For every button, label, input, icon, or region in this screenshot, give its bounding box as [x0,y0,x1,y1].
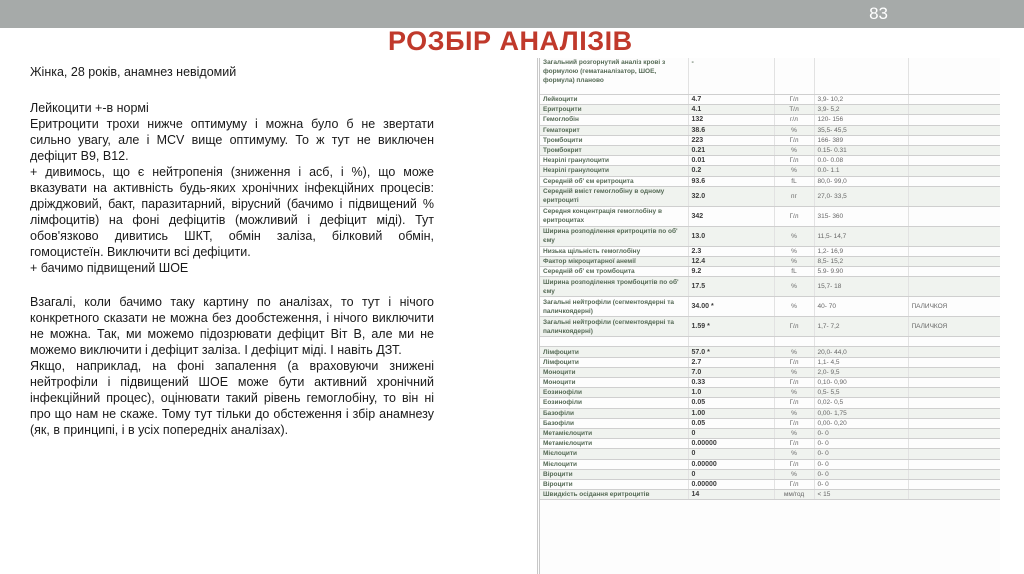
lab-test-value: 0.00000 [688,459,774,469]
lab-row [540,428,1000,438]
lab-test-name: Еозинофіли [540,398,688,408]
lab-test-reference: 1,7- 7,2 [814,317,908,337]
lab-test-unit: Г/л [774,378,814,388]
lab-test-value: 93.6 [688,176,774,186]
lab-test-note [908,347,1000,357]
lab-test-value: 0 [688,449,774,459]
lab-test-unit: % [774,226,814,246]
lab-test-note [908,226,1000,246]
lab-test-value: 9.2 [688,267,774,277]
lab-test-reference: 27,0- 33,5 [814,186,908,206]
lab-row [540,166,1000,176]
lab-test-name: Низька щільність гемоглобіну [540,246,688,256]
lab-row [540,337,1000,347]
lab-test-reference: 1,1- 4,5 [814,357,908,367]
lab-test-unit: % [774,297,814,317]
lab-test-reference: 11,5- 14,7 [814,226,908,246]
lab-test-reference: 315- 360 [814,206,908,226]
lab-test-value: 132 [688,115,774,125]
lab-test-unit: Г/л [774,135,814,145]
lab-test-name: Середній об' єм еритроцита [540,176,688,186]
lab-test-unit: % [774,166,814,176]
lab-test-reference: 0,00- 0,20 [814,418,908,428]
lab-test-note [908,490,1000,500]
lab-test-name: Еритроцити [540,105,688,115]
lab-test-value: 0 [688,469,774,479]
lab-test-name: Середній об' єм тромбоцита [540,267,688,277]
lab-test-value: 0.00000 [688,439,774,449]
lab-test-unit: % [774,256,814,266]
lab-test-reference: 0- 0 [814,439,908,449]
lab-test-note [908,135,1000,145]
lab-test-unit: Г/л [774,95,814,105]
lab-row [540,378,1000,388]
lab-test-name: Незрілі гранулоцити [540,156,688,166]
lab-row [540,176,1000,186]
lab-test-name: Мієлоцити [540,449,688,459]
lab-test-value: 12.4 [688,256,774,266]
lab-test-value: 0.33 [688,378,774,388]
note-general: Взагалі, коли бачимо таку картину по аналізах, то тут і нічого конкретного сказати не можна без дообстеження, і нічого виключити не можна. Так, ми можемо підозрювати дефіцит Віт В, але ми не можемо виключити і дефіцит заліза. І дефіцит міді. І навіть ДЗТ. [30,295,434,357]
lab-test-reference: 1,2- 16,9 [814,246,908,256]
note-esr: + бачимо підвищений ШОЕ [30,261,189,275]
slide-number: 83 [869,4,888,23]
lab-test-unit: % [774,367,814,377]
lab-test-reference: 0- 0 [814,459,908,469]
lab-test-name: Моноцити [540,378,688,388]
lab-test-name: Метамієлоцити [540,439,688,449]
lab-test-note: ПАЛИЧКОЯ [908,297,1000,317]
lab-test-value: 2.7 [688,357,774,367]
lab-row [540,367,1000,377]
lab-test-value: 0.01 [688,156,774,166]
lab-test-value: 2.3 [688,246,774,256]
lab-test-note [908,479,1000,489]
lab-row [540,490,1000,500]
lab-test-note [908,206,1000,226]
lab-row [540,408,1000,418]
lab-test-note [908,439,1000,449]
lab-test-value: 0.2 [688,166,774,176]
lab-test-note [908,267,1000,277]
lab-test-note [908,156,1000,166]
lab-test-unit: Г/л [774,398,814,408]
lab-test-value: 34.00 * [688,297,774,317]
lab-test-unit: Г/л [774,357,814,367]
lab-test-name [540,337,688,347]
lab-test-value: 1.0 [688,388,774,398]
lab-test-unit: Г/л [774,479,814,489]
lab-test-value: 0.21 [688,145,774,155]
lab-test-note [908,418,1000,428]
lab-test-note [908,115,1000,125]
lab-test-reference: 0- 0 [814,469,908,479]
lab-row [540,256,1000,266]
lab-test-unit: Г/л [774,439,814,449]
lab-test-reference: 15,7- 18 [814,277,908,297]
notes-column [30,64,434,438]
lab-test-reference: 166- 389 [814,135,908,145]
lab-row [540,125,1000,135]
lab-results-scan [537,58,1000,574]
lab-test-name: Загальні нейтрофіли (сегментоядерні та паличкоядерні) [540,317,688,337]
lab-row [540,186,1000,206]
lab-test-unit: fL [774,267,814,277]
slide-title: РОЗБІР АНАЛІЗІВ [388,26,633,56]
lab-test-reference: 0- 0 [814,479,908,489]
lab-test-name: Загальні нейтрофіли (сегментоядерні та паличкоядерні) [540,297,688,317]
lab-row [540,226,1000,246]
lab-test-name: Базофіли [540,408,688,418]
lab-row [540,145,1000,155]
lab-row [540,388,1000,398]
top-bar [0,0,1024,28]
lab-row [540,267,1000,277]
lab-test-name: Еозинофіли [540,388,688,398]
lab-test-value: 14 [688,490,774,500]
lab-test-unit: % [774,125,814,135]
lab-test-note [908,246,1000,256]
lab-test-reference: 0.15- 0.31 [814,145,908,155]
lab-row [540,246,1000,256]
lab-test-value: 1.59 * [688,317,774,337]
lab-test-name: Мієлоцити [540,459,688,469]
lab-test-name: Тромбоцити [540,135,688,145]
lab-test-unit: мм/год [774,490,814,500]
lab-test-reference: 0.0- 0.08 [814,156,908,166]
lab-test-reference: 0.0- 1.1 [814,166,908,176]
lab-test-note [908,105,1000,115]
lab-test-unit: г/л [774,115,814,125]
lab-test-value: 7.0 [688,367,774,377]
lab-test-reference: 0,10- 0,90 [814,378,908,388]
lab-test-name: Швидкість осідання еритроцитів [540,490,688,500]
lab-test-unit: Г/л [774,206,814,226]
lab-test-note [908,277,1000,297]
lab-test-name: Лімфоцити [540,347,688,357]
lab-test-reference: 3,9- 5,2 [814,105,908,115]
lab-test-value: 57.0 * [688,347,774,357]
lab-test-reference: 0,02- 0,5 [814,398,908,408]
lab-test-unit: % [774,408,814,418]
lab-test-note [908,459,1000,469]
lab-test-name: Віроцити [540,479,688,489]
lab-test-note [908,428,1000,438]
lab-results-table [540,58,1000,500]
lab-row [540,95,1000,105]
lab-test-note [908,408,1000,418]
lab-row [540,459,1000,469]
lab-test-note [908,469,1000,479]
lab-test-value: 17.5 [688,277,774,297]
lab-test-unit: % [774,428,814,438]
lab-test-note [908,449,1000,459]
lab-test-value: 32.0 [688,186,774,206]
lab-test-name: Фактор мікроцитарної анемії [540,256,688,266]
lab-test-reference: 0- 0 [814,449,908,459]
lab-test-name: Гемоглобін [540,115,688,125]
lab-test-reference: 40- 70 [814,297,908,317]
lab-test-note [908,145,1000,155]
lab-test-name: Середній вміст гемоглобіну в одному еритроциті [540,186,688,206]
lab-test-value: 342 [688,206,774,226]
lab-test-unit: Г/л [774,156,814,166]
lab-test-note [908,378,1000,388]
lab-test-name: Гематокрит [540,125,688,135]
lab-test-unit: % [774,449,814,459]
lab-test-reference: 0,00- 1,75 [814,408,908,418]
lab-test-note [908,357,1000,367]
lab-row [540,206,1000,226]
lab-row [540,105,1000,115]
lab-row [540,317,1000,337]
lab-test-note [908,398,1000,408]
lab-test-unit: Г/л [774,418,814,428]
lab-test-reference: 35,5- 45,5 [814,125,908,135]
lab-test-value: 1.00 [688,408,774,418]
lab-test-unit [774,337,814,347]
lab-test-name: Середня концентрація гемоглобіну в еритроцитах [540,206,688,226]
lab-test-note [908,125,1000,135]
lab-test-unit: % [774,277,814,297]
lab-test-reference: 2,0- 9,5 [814,367,908,377]
lab-row [540,479,1000,489]
lab-test-note [908,388,1000,398]
lab-row [540,418,1000,428]
lab-test-reference: 20,0- 44,0 [814,347,908,357]
lab-test-reference: < 15 [814,490,908,500]
lab-test-value: 0 [688,428,774,438]
lab-test-unit: Г/л [774,459,814,469]
lab-test-note [908,256,1000,266]
lab-row [540,469,1000,479]
lab-test-name: Віроцити [540,469,688,479]
lab-row [540,115,1000,125]
lab-test-reference: 0,5- 5,5 [814,388,908,398]
lab-test-value: 0.05 [688,398,774,408]
lab-test-reference [814,337,908,347]
lab-test-name: Моноцити [540,367,688,377]
lab-test-value: 13.0 [688,226,774,246]
lab-header-value: - [688,58,774,95]
lab-test-unit: fL [774,176,814,186]
lab-row [540,398,1000,408]
patient-info: Жінка, 28 років, анамнез невідомий [30,65,237,79]
lab-header-name: Загальний розгорнутий аналіз крові з формулою (гематаналізатор, ШОЕ, формула) планово [540,58,688,95]
lab-row [540,156,1000,166]
lab-test-note [908,337,1000,347]
lab-test-note [908,95,1000,105]
lab-test-value [688,337,774,347]
lab-test-reference: 3,9- 10,2 [814,95,908,105]
lab-test-value: 4.1 [688,105,774,115]
lab-test-name: Ширина розподілення тромбоцитів по об' єму [540,277,688,297]
lab-test-reference: 8,5- 15,2 [814,256,908,266]
lab-test-reference: 120- 156 [814,115,908,125]
note-erythrocytes: Еритроцити трохи нижче оптимуму і можна було б не звертати сильно увагу, але і MCV вище оптимуму. То ж тут не виключен дефіцит В9, В12. [30,117,434,163]
lab-test-name: Ширина розподілення еритроцитів по об' єму [540,226,688,246]
lab-test-value: 223 [688,135,774,145]
lab-test-reference: 5.9- 9.90 [814,267,908,277]
lab-test-unit: пг [774,186,814,206]
lab-test-unit: % [774,347,814,357]
lab-test-reference: 80,0- 99,0 [814,176,908,186]
lab-row [540,135,1000,145]
lab-test-name: Метамієлоцити [540,428,688,438]
lab-test-note [908,186,1000,206]
lab-row [540,277,1000,297]
lab-test-name: Тромбокрит [540,145,688,155]
lab-test-value: 0.05 [688,418,774,428]
lab-row [540,297,1000,317]
lab-test-reference: 0- 0 [814,428,908,438]
lab-test-note: ПАЛИЧКОЯ [908,317,1000,337]
lab-test-unit: % [774,246,814,256]
lab-test-unit: Т/л [774,105,814,115]
lab-test-value: 0.00000 [688,479,774,489]
lab-row [540,347,1000,357]
lab-test-value: 4.7 [688,95,774,105]
lab-test-unit: % [774,469,814,479]
lab-test-name: Незрілі гранулоцити [540,166,688,176]
lab-test-name: Лейкоцити [540,95,688,105]
lab-test-value: 38.6 [688,125,774,135]
lab-header-row [540,58,1000,95]
lab-row [540,357,1000,367]
lab-test-unit: Г/л [774,317,814,337]
note-neutropenia: + дивимось, що є нейтропенія (зниження і асб, і %), що може вказувати на активність будь-яких хронічних інфекційних процесів: дріжджовий, бакт, паразитарний, вірусний (бачимо і підвищений % лімфоцитів) на фоні дефіцитів (можливий і дефіцит міді). Тут обов'язково дивитись ШКТ, обмін заліза, білковий обмін, гомоцистеїн. Виключити всі дефіцити. [30,165,434,259]
lab-test-note [908,176,1000,186]
lab-test-unit: % [774,388,814,398]
lab-row [540,449,1000,459]
note-leukocytes: Лейкоцити +-в нормі [30,101,149,115]
lab-test-note [908,367,1000,377]
lab-row [540,439,1000,449]
note-inflammation: Якщо, наприклад, на фоні запалення (а враховуючи знижені нейтрофіли і підвищений ШОЕ може бути активний хронічний інфекційний процес), оцінювати такий рівень гемоглобіну, то він ні про що нам не скаже. Тому тут тільки до обстеження і збір анамнезу (як, в принципі, і в усіх попередніх аналізах). [30,359,434,437]
lab-test-unit: % [774,145,814,155]
lab-test-note [908,166,1000,176]
lab-test-name: Лімфоцити [540,357,688,367]
lab-test-name: Базофіли [540,418,688,428]
